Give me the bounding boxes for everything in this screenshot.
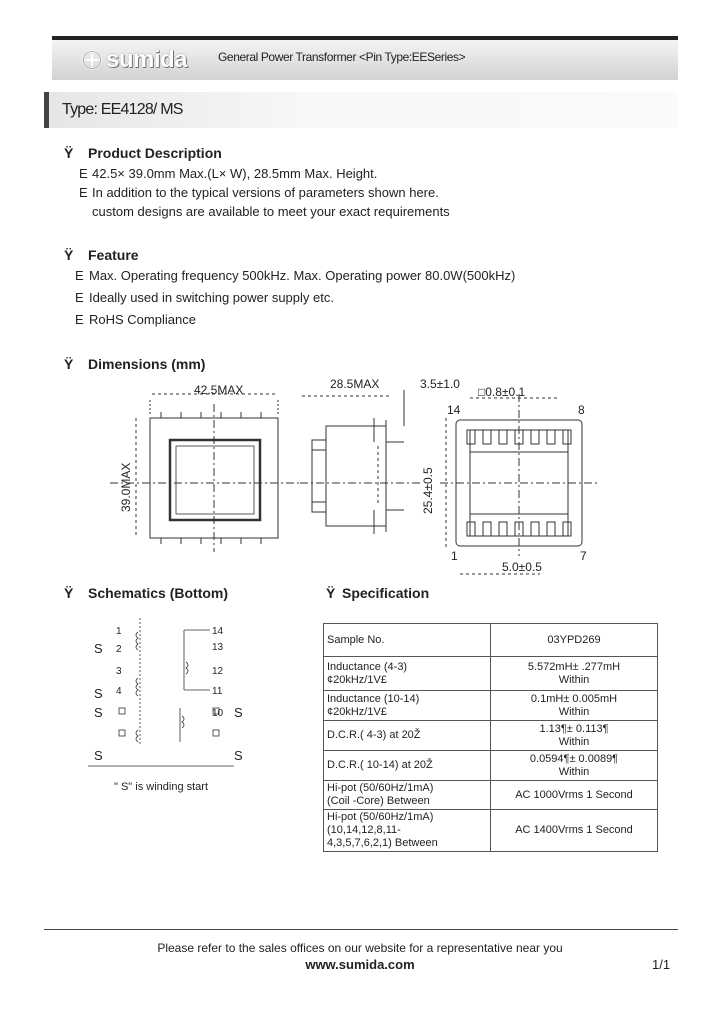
- schematic-pin: 13: [212, 642, 224, 653]
- spec-param-cell: [324, 751, 491, 781]
- product-description-bullet: Ÿ: [64, 145, 74, 161]
- spec-param-line: (10,14,12,8,11-: [327, 824, 401, 836]
- specification-table: [323, 623, 658, 852]
- spec-row: [324, 624, 658, 657]
- dim-width-label: 42.5MAX: [194, 383, 244, 397]
- pin-8-label: 8: [578, 403, 585, 417]
- dim-height-label: 28.5MAX: [330, 377, 380, 391]
- spec-value-line: Within: [558, 673, 590, 686]
- spec-row: [324, 781, 658, 810]
- spec-param-line: D.C.R.( 4-3) at 20Ž: [327, 729, 421, 741]
- winding-start-mark: S: [94, 705, 103, 720]
- footer-rule: [44, 929, 678, 930]
- winding-start-mark: S: [234, 748, 243, 763]
- specification-title: Specification: [342, 585, 430, 601]
- winding-start-mark: S: [94, 686, 103, 701]
- pin-1-label: 1: [451, 549, 458, 563]
- feature-mark: E: [75, 312, 84, 327]
- spec-value-cell: [491, 781, 658, 810]
- feature-item: RoHS Compliance: [89, 312, 196, 327]
- type-label: Type: EE4128/ MS: [62, 101, 183, 118]
- pin-14-label: 14: [447, 403, 461, 417]
- spec-value-line: 0.1mH± 0.005mH: [530, 692, 618, 705]
- spec-value-line: 0.0594¶± 0.0089¶: [529, 752, 619, 765]
- spec-param-line: Inductance (10-14): [327, 692, 420, 705]
- spec-value-cell: [491, 624, 658, 657]
- spec-param-cell: [324, 657, 491, 691]
- spec-row: [324, 657, 658, 691]
- spec-value-line: 1.13¶± 0.113¶: [539, 722, 609, 735]
- spec-value-line: AC 1000Vrms 1 Second: [515, 788, 633, 801]
- schematic-pin: 12: [212, 666, 224, 677]
- spec-row: [324, 691, 658, 721]
- spec-param-line: ¢20kHz/1V£: [327, 673, 387, 686]
- winding-start-mark: S: [94, 641, 103, 656]
- spec-param-cell: [324, 810, 491, 852]
- spec-param-line: 4,3,5,7,6,2,1) Between: [327, 837, 438, 849]
- schematics-bullet: Ÿ: [64, 585, 74, 601]
- description-mark: E: [79, 185, 88, 200]
- product-description-title: Product Description: [88, 145, 222, 161]
- spec-value-line: 5.572mH± .277mH: [527, 660, 621, 673]
- page-number: 1/1: [652, 957, 671, 972]
- schematics-title: Schematics (Bottom): [88, 585, 229, 601]
- spec-value-cell: [491, 810, 658, 852]
- spec-param-line: Sample No.: [327, 633, 385, 646]
- spec-value-cell: [491, 691, 658, 721]
- dim-depth-label: 39.0MAX: [119, 462, 133, 512]
- spec-row: [324, 810, 658, 852]
- spec-param-line: (Coil -Core) Between: [327, 795, 430, 807]
- spec-value-line: 03YPD269: [547, 633, 601, 646]
- spec-value-cell: [491, 657, 658, 691]
- feature-item: Ideally used in switching power supply etc.: [89, 290, 334, 305]
- spec-value-cell: [491, 721, 658, 751]
- header-title: General Power Transformer <Pin Type:EESeries>: [218, 50, 466, 64]
- schematic-pin: 1: [116, 626, 122, 637]
- spec-param-cell: [324, 721, 491, 751]
- schematic-pin: 11: [212, 686, 223, 697]
- description-line: custom designs are available to meet your exact requirements: [92, 204, 450, 219]
- top-view-core: [170, 440, 260, 520]
- feature-title: Feature: [88, 247, 139, 263]
- sumida-logo-icon: [82, 50, 102, 70]
- spec-param-line: Hi-pot (50/60Hz/1mA): [327, 811, 434, 823]
- spec-param-cell: [324, 691, 491, 721]
- schematic-pin: 4: [116, 686, 122, 697]
- dim-pitch-label: 5.0±0.5: [502, 560, 542, 574]
- description-line: 42.5× 39.0mm Max.(L× W), 28.5mm Max. Height.: [92, 166, 378, 181]
- winding-start-mark: S: [234, 705, 243, 720]
- specification-bullet: Ÿ: [326, 585, 336, 601]
- feature-mark: E: [75, 268, 84, 283]
- top-view-pins-top: [161, 412, 261, 418]
- spec-param-line: ¢20kHz/1V£: [327, 705, 387, 718]
- feature-item: Max. Operating frequency 500kHz. Max. Operating power 80.0W(500kHz): [89, 268, 516, 283]
- dim-pin-width-label: □0.8±0.1: [478, 385, 526, 399]
- dimensions-bullet: Ÿ: [64, 356, 74, 372]
- spec-value-cell: [491, 751, 658, 781]
- spec-value-line: Within: [558, 735, 590, 748]
- spec-value-line: AC 1400Vrms 1 Second: [515, 824, 633, 836]
- schematic-pin: 2: [116, 644, 122, 655]
- spec-value-line: Within: [558, 765, 590, 778]
- dimensions-drawing: [0, 370, 720, 590]
- dim-row-span-label: 25.4±0.5: [421, 467, 435, 514]
- dimensions-title: Dimensions (mm): [88, 356, 206, 372]
- spec-param-cell: [324, 624, 491, 657]
- spec-value-line: Within: [558, 705, 590, 718]
- winding-start-mark: S: [94, 748, 103, 763]
- feature-bullet: Ÿ: [64, 247, 74, 263]
- spec-param-line: Hi-pot (50/60Hz/1mA): [327, 782, 434, 794]
- schematic-pin: 14: [212, 626, 224, 637]
- schematic-pin: 10: [212, 708, 224, 719]
- brand-name: sumida: [106, 46, 188, 73]
- description-line: In addition to the typical versions of parameters shown here.: [92, 185, 439, 200]
- footer-note: Please refer to the sales offices on our website for a representative near you: [157, 941, 563, 955]
- footer-url[interactable]: www.sumida.com: [305, 957, 415, 972]
- spec-param-cell: [324, 781, 491, 810]
- dim-pin-length-label: 3.5±1.0: [420, 377, 460, 391]
- top-view-pins-bottom: [161, 538, 261, 544]
- brand-logo: [82, 46, 187, 74]
- description-mark: E: [79, 166, 88, 181]
- spec-param-line: Inductance (4-3): [327, 660, 408, 673]
- feature-mark: E: [75, 290, 84, 305]
- spec-param-line: D.C.R.( 10-14) at 20Ž: [327, 759, 433, 771]
- schematic-pin: 3: [116, 666, 122, 677]
- winding-start-note: " S" is winding start: [114, 781, 209, 793]
- spec-row: [324, 721, 658, 751]
- schematic-diagram: [80, 612, 260, 772]
- pin-7-label: 7: [580, 549, 587, 563]
- spec-row: [324, 751, 658, 781]
